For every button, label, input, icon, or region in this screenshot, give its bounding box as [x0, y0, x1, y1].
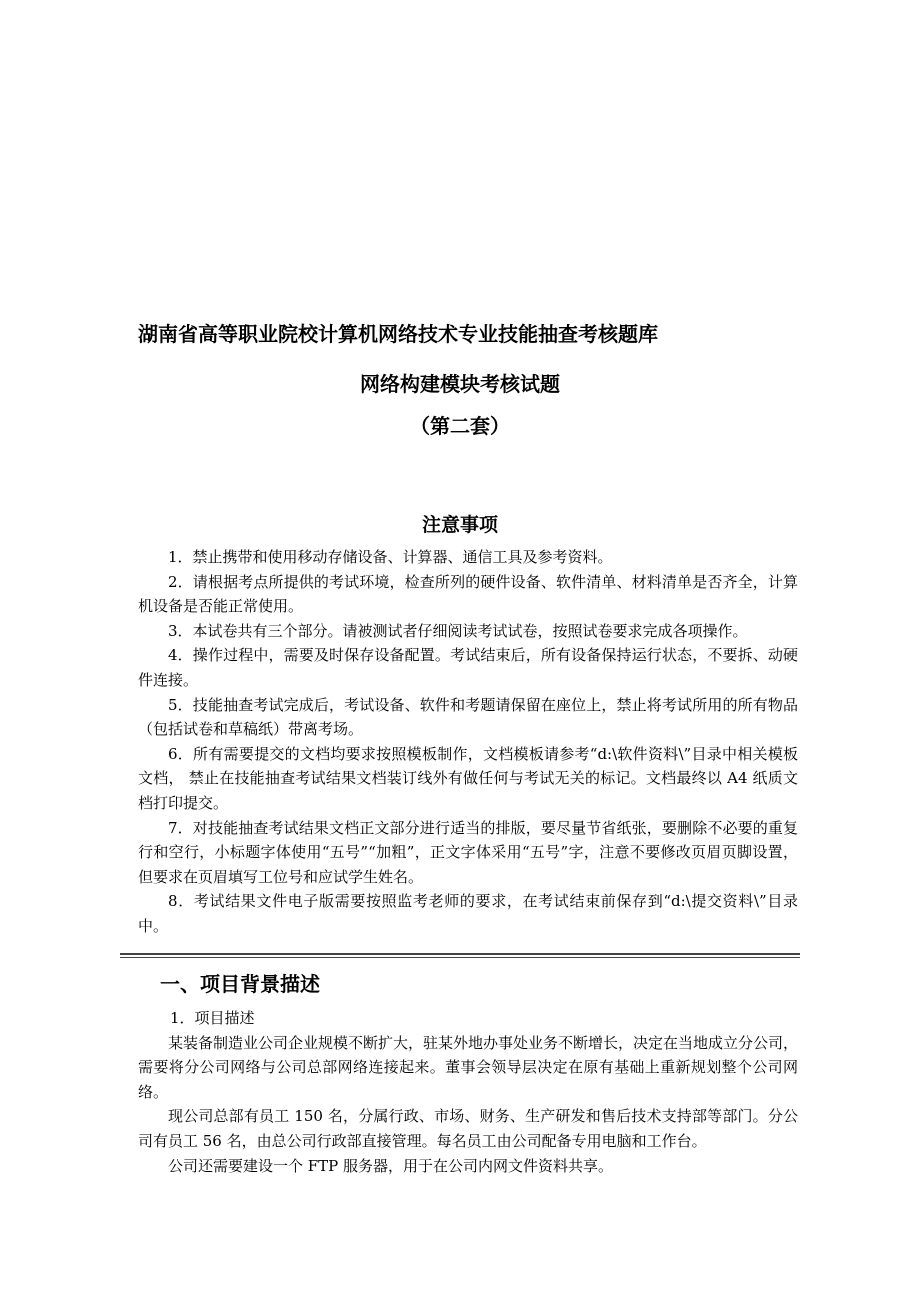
notice-item: 7．对技能抽查考试结果文档正文部分进行适当的排版，要尽量节省纸张，要删除不必要的重复行和空行，小标题字体使用“五号”“加粗”，正文字体采用“五号”字，注意不要修改页眉页脚设置，但要求在页眉填写工位号和应试学生姓名。 [138, 818, 798, 886]
notice-heading: 注意事项 [421, 514, 498, 536]
notice-item: 8．考试结果文件电子版需要按照监考老师的要求，在考试结束前保存到“d:\提交资料\”目录中。 [138, 892, 798, 935]
section-body [138, 1006, 798, 1178]
notice-item: 4．操作过程中，需要及时保存设备配置。考试结束后，所有设备保持运行状态，不要拆、动硬件连接。 [138, 646, 798, 689]
subsection-heading: 1．项目描述 [170, 1009, 255, 1027]
notice-item: 1．禁止携带和使用移动存储设备、计算器、通信工具及参考资料。 [168, 548, 613, 566]
body-paragraph: 某装备制造业公司企业规模不断扩大，驻某外地办事处业务不断增长，决定在当地成立分公司，需要将分公司网络与公司总部网络连接起来。董事会领导层决定在原有基础上重新规划整个公司网络。 [138, 1033, 799, 1101]
notice-list [138, 545, 798, 939]
notice-item: 5．技能抽查考试完成后，考试设备、软件和考题请保留在座位上，禁止将考试所用的所有物品（包括试卷和草稿纸）带离考场。 [138, 695, 798, 739]
section-divider-thin [120, 957, 800, 958]
module-title: 网络构建模块考核试题 [360, 372, 560, 396]
body-paragraph: 现公司总部有员工 150 名，分属行政、市场、财务、生产研发和售后技术支持部等部门。分公司有员工 56 名，由总公司行政部直接管理。每名员工由公司配备专用电脑和工作台。 [138, 1107, 798, 1150]
section-heading: 一、项目背景描述 [160, 972, 320, 996]
section-divider [120, 953, 800, 955]
notice-item: 6．所有需要提交的文档均要求按照模板制作，文档模板请参考“d:\软件资料\”目录中相关模板文档， 禁止在技能抽查考试结果文档装订线外有做任何与考试无关的标记。文档最终以 A4 纸质文档打印提交。 [138, 744, 798, 812]
document-title: 湖南省高等职业院校计算机网络技术专业技能抽查考核题库 [138, 322, 658, 346]
notice-item: 3．本试卷共有三个部分。请被测试者仔细阅读考试试卷，按照试卷要求完成各项操作。 [168, 621, 748, 640]
set-number: （第二套） [410, 414, 510, 438]
body-paragraph: 公司还需要建设一个 FTP 服务器，用于在公司内网文件资料共享。 [168, 1156, 614, 1175]
notice-item: 2．请根据考点所提供的考试环境，检查所列的硬件设备、软件清单、材料清单是否齐全，计算机设备是否能正常使用。 [138, 572, 798, 616]
